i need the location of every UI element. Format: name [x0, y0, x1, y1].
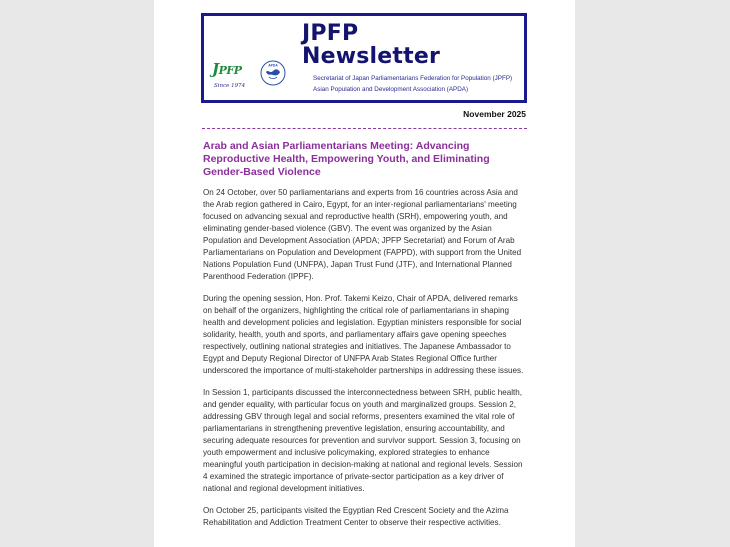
subtitle-line-1: Secretariat of Japan Parliamentarians Federation for Population (JPFP) [313, 75, 513, 82]
title-line-1: JPFP [302, 21, 359, 46]
issue-date: November 2025 [463, 109, 526, 119]
jpfp-logo-since: Since 1974 [214, 83, 246, 89]
title-line-2: Newsletter [302, 44, 441, 69]
newsletter-page [154, 0, 575, 547]
article-paragraph-2: During the opening session, Hon. Prof. Takemi Keizo, Chair of APDA, delivered remarks on behalf of the organizers, highlighting the critical role of parliamentarians in shaping health and development policies and legislation. Egyptian ministers responsible for social solidarity, health, youth and sports, and parliamentary affairs gave opening speeches respectively, outlining national strategies and initiatives. The Japanese Ambassador to Egypt and Deputy Regional Director of UNFPA Arab States Regional Office further underscored the importance of multi-stakeholder partnerships in addressing these issues. [203, 294, 524, 375]
article-body [203, 187, 525, 539]
article-paragraph-4: On October 25, participants visited the Egyptian Red Crescent Society and the Azima Rehabilitation and Addiction Treatment Center to observe their respective activities. [203, 506, 509, 527]
article-paragraph-3: In Session 1, participants discussed the interconnectedness between SRH, public health, and gender equality, with particular focus on youth and marginalized groups. Session 2, addressing GBV through legal and social reforms, presenters examined the vital role of parliamentarians in strengthening preventive legislation, ensuring accountability, and securing adequate resources for prevention and survivor support. Session 3, focusing on youth empowerment and inclusive policymaking, explored strategies to enhance meaningful youth participation in decision-making at national and regional levels. Session 4 examined the strategic importance of private-sector participation as a key driver of national and regional development initiatives. [203, 388, 523, 493]
jpfp-logo-j: J [212, 60, 219, 78]
masthead [201, 13, 527, 103]
article-paragraph-1: On 24 October, over 50 parliamentarians and experts from 16 countries across Asia and the Arab region gathered in Cairo, Egypt, for an inter-regional parliamentarians' meeting focused on advancing sexual and reproductive health (SRH), empowering youth, and eliminating gender-based violence (GBV). The event was organized by the Asian Population and Development Association (APDA; JPFP Secretariat) and Forum of Arab Parliamentarians on Population and Development (FAPPD), with support from the United Nations Population Fund (UNFPA), Japan Trust Fund (JTF), and International Planned Parenthood Federation (IPPF). [203, 188, 522, 281]
jpfp-logo-rest: PFP [218, 64, 242, 77]
section-divider [202, 128, 527, 129]
article-headline: Arab and Asian Parliamentarians Meeting: Advancing Reproductive Health, Empowering Youth, and Eliminating Gender-Based Violence [203, 140, 490, 178]
apda-logo-text: APDA [268, 63, 278, 68]
subtitle-line-2: Asian Population and Development Association (APDA) [313, 86, 469, 93]
jpfp-logo [212, 60, 241, 78]
masthead-subtitle [313, 73, 512, 95]
newsletter-title [302, 22, 440, 68]
apda-globe-logo [260, 60, 286, 86]
